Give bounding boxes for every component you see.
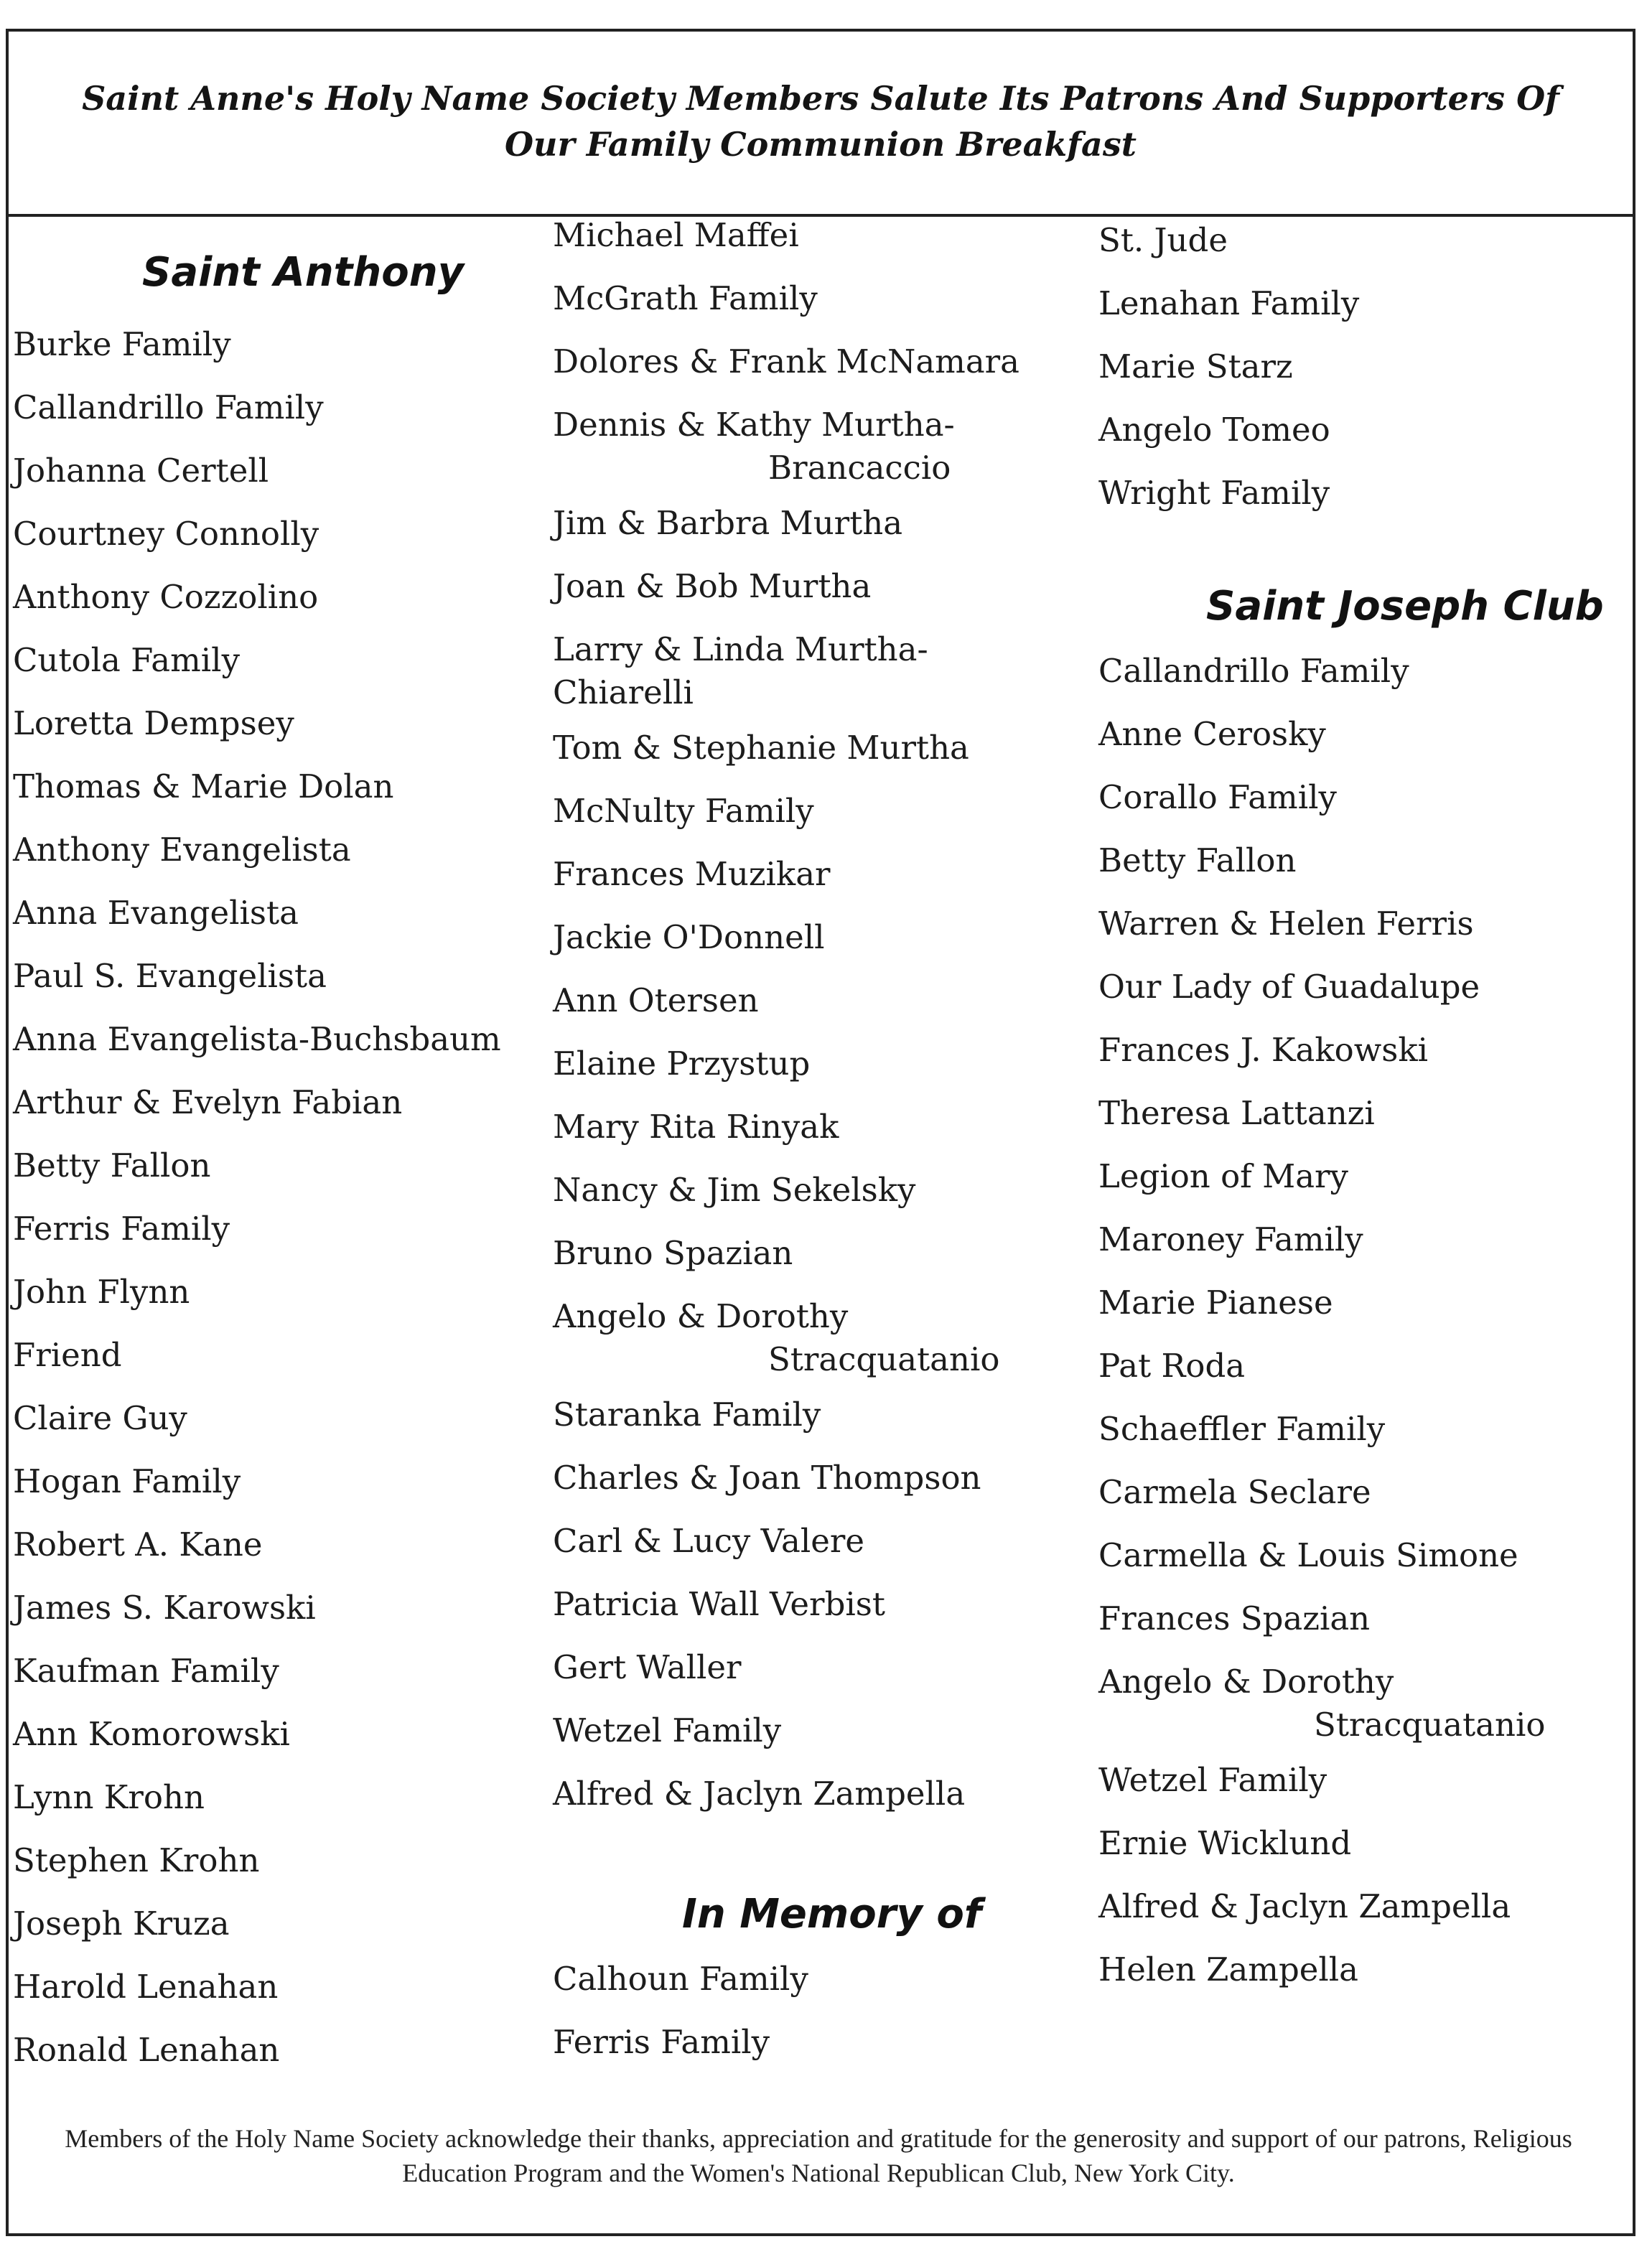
- list-item: Thomas & Marie Dolan: [13, 767, 394, 805]
- saint-anthony-list: [13, 323, 530, 2092]
- list-item: Courtney Connolly: [13, 515, 319, 553]
- list-item: Jackie O'Donnell: [553, 918, 825, 956]
- list-item: Anna Evangelista: [13, 894, 299, 932]
- list-item: Schaeffler Family: [1098, 1410, 1386, 1448]
- list-item: [553, 1295, 1070, 1393]
- list-item: Lynn Krohn: [13, 1778, 205, 1816]
- header: [6, 29, 1635, 217]
- patron-list-d: [553, 1393, 1070, 1836]
- patron-list-e: [1098, 219, 1615, 535]
- list-item: Burke Family: [13, 325, 231, 363]
- patron-list-c: [553, 726, 1070, 1295]
- list-item: Wright Family: [1098, 474, 1330, 512]
- list-item: Michael Maffei: [553, 216, 799, 254]
- list-item: Calhoun Family: [553, 1960, 808, 1998]
- list-item: [553, 403, 1070, 502]
- list-item: Cutola Family: [13, 641, 240, 679]
- list-item: Friend: [13, 1336, 122, 1374]
- list-item: Frances J. Kakowski: [1098, 1031, 1429, 1069]
- list-item: Callandrillo Family: [13, 388, 324, 426]
- list-item: John Flynn: [13, 1273, 190, 1311]
- list-item: Carmella & Louis Simone: [1098, 1536, 1518, 1574]
- list-item: Ferris Family: [553, 2023, 770, 2061]
- list-item: Johanna Certell: [13, 452, 269, 490]
- list-item: Callandrillo Family: [1098, 652, 1409, 690]
- list-item: [1098, 1660, 1615, 1759]
- page-title: Saint Anne's Holy Name Society Members Salute Its Patrons And Supporters Of Our Family Communion Breakfast: [82, 79, 1559, 164]
- list-item: Staranka Family: [553, 1396, 821, 1434]
- list-item: Marie Pianese: [1098, 1284, 1333, 1322]
- list-item: Nancy & Jim Sekelsky: [553, 1171, 916, 1209]
- list-item: Claire Guy: [13, 1399, 187, 1437]
- list-item: Corallo Family: [1098, 778, 1337, 816]
- list-item: Ernie Wicklund: [1098, 1824, 1352, 1862]
- name-line-1: Angelo & Dorothy: [553, 1297, 849, 1335]
- column-two: [553, 214, 1070, 2084]
- patron-list-murtha-brancaccio: [553, 403, 1070, 502]
- list-item: Harold Lenahan: [13, 1968, 279, 2006]
- list-item: Elaine Przystup: [553, 1044, 811, 1083]
- list-item: Robert A. Kane: [13, 1525, 263, 1564]
- list-item: Ronald Lenahan: [13, 2031, 280, 2069]
- list-item: Betty Fallon: [13, 1146, 211, 1184]
- patron-list-murtha-chiarelli: [553, 628, 1070, 726]
- list-item: [553, 628, 1070, 726]
- list-item: Warren & Helen Ferris: [1098, 905, 1474, 943]
- name-line-1: Larry & Linda Murtha-: [553, 630, 928, 668]
- list-item: Frances Muzikar: [553, 855, 831, 893]
- list-item: Bruno Spazian: [553, 1234, 793, 1272]
- list-item: James S. Karowski: [13, 1589, 316, 1627]
- list-item: Alfred & Jaclyn Zampella: [553, 1775, 966, 1813]
- list-item: Charles & Joan Thompson: [553, 1459, 981, 1497]
- list-item: Loretta Dempsey: [13, 704, 294, 742]
- list-item: Paul S. Evangelista: [13, 957, 327, 995]
- section-heading-saint-anthony: Saint Anthony: [142, 249, 465, 296]
- list-item: Maroney Family: [1098, 1220, 1363, 1258]
- list-item: Alfred & Jaclyn Zampella: [1098, 1887, 1511, 1925]
- patron-list-b: [553, 502, 1070, 628]
- list-item: Carl & Lucy Valere: [553, 1522, 864, 1560]
- list-item: Tom & Stephanie Murtha: [553, 729, 969, 767]
- column-three: [1098, 219, 1615, 2011]
- saint-joseph-list-b: [1098, 1759, 1615, 2011]
- column-saint-anthony: [13, 244, 530, 2092]
- patron-list-a: [553, 214, 1070, 403]
- saint-joseph-list-a: [1098, 650, 1615, 1660]
- list-item: Jim & Barbra Murtha: [553, 504, 903, 542]
- name-line-2: Stracquatanio: [768, 1340, 1000, 1378]
- list-item: Our Lady of Guadalupe: [1098, 968, 1480, 1006]
- list-item: Anthony Cozzolino: [13, 578, 319, 616]
- section-heading-in-memory-of: In Memory of: [682, 1891, 982, 1938]
- name-line-1: Angelo & Dorothy: [1098, 1663, 1394, 1701]
- list-item: Marie Starz: [1098, 347, 1293, 385]
- list-item: Patricia Wall Verbist: [553, 1585, 885, 1623]
- list-item: McNulty Family: [553, 792, 814, 830]
- name-line-2: Chiarelli: [553, 673, 694, 711]
- list-item: Anne Cerosky: [1098, 715, 1326, 753]
- list-item: Helen Zampella: [1098, 1950, 1358, 1988]
- list-item: Wetzel Family: [553, 1711, 782, 1749]
- list-item: Theresa Lattanzi: [1098, 1094, 1375, 1132]
- list-item: Ann Komorowski: [13, 1715, 290, 1753]
- list-item: Stephen Krohn: [13, 1841, 260, 1879]
- list-item: Betty Fallon: [1098, 841, 1297, 879]
- list-item: Angelo Tomeo: [1098, 411, 1330, 449]
- list-item: St. Jude: [1098, 221, 1228, 259]
- list-item: Ferris Family: [13, 1210, 230, 1248]
- name-line-2: Brancaccio: [768, 449, 951, 487]
- list-item: Hogan Family: [13, 1462, 241, 1500]
- list-item: Frances Spazian: [1098, 1599, 1371, 1637]
- list-item: Joan & Bob Murtha: [553, 567, 872, 605]
- section-heading-saint-joseph-club: Saint Joseph Club: [1206, 583, 1604, 630]
- patron-list-stracquatanio: [553, 1295, 1070, 1393]
- in-memory-list: [553, 1958, 1070, 2084]
- list-item: Dolores & Frank McNamara: [553, 342, 1019, 380]
- list-item: McGrath Family: [553, 279, 818, 317]
- list-item: Pat Roda: [1098, 1347, 1246, 1385]
- saint-joseph-list-stracquatanio: [1098, 1660, 1615, 1759]
- list-item: Gert Waller: [553, 1648, 742, 1686]
- list-item: Mary Rita Rinyak: [553, 1108, 839, 1146]
- name-line-2: Stracquatanio: [1314, 1706, 1546, 1744]
- list-item: Lenahan Family: [1098, 284, 1360, 322]
- list-item: Anthony Evangelista: [13, 831, 351, 869]
- list-item: Arthur & Evelyn Fabian: [13, 1083, 403, 1121]
- list-item: Legion of Mary: [1098, 1157, 1348, 1195]
- list-item: Anna Evangelista-Buchsbaum: [13, 1020, 501, 1058]
- name-line-1: Dennis & Kathy Murtha-: [553, 406, 955, 444]
- list-item: Wetzel Family: [1098, 1761, 1327, 1799]
- list-item: Kaufman Family: [13, 1652, 279, 1690]
- list-item: Joseph Kruza: [13, 1905, 230, 1943]
- list-item: Carmela Seclare: [1098, 1473, 1371, 1511]
- list-item: Ann Otersen: [553, 981, 759, 1019]
- footer-acknowledgement: Members of the Holy Name Society acknowledge their thanks, appreciation and gratitude for the generosity and support of our patrons, Religious Education Program and the Women's National Republican Club, New York City.: [65, 2124, 1572, 2187]
